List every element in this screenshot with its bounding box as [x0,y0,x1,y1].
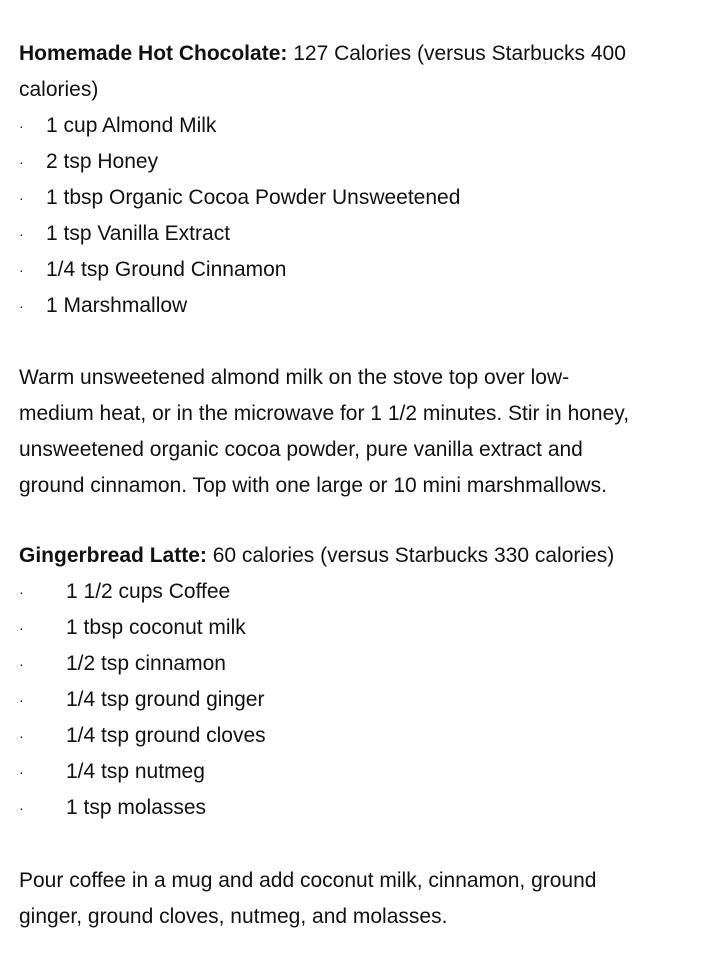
ingredient-text: 1 tbsp Organic Cocoa Powder Unsweetened [46,186,461,209]
gingerbread-latte-title: Gingerbread Latte: [19,544,207,567]
ingredient-text: 1 Marshmallow [46,294,188,317]
ingredient-text: 1 tbsp coconut milk [66,616,246,639]
ingredient-text: 1 tsp molasses [66,796,207,819]
bullet-icon: · [19,154,24,170]
bullet-icon: · [19,226,24,242]
hot-chocolate-summary: 127 Calories (versus Starbucks 400 [293,42,626,65]
ingredient-text: 2 tsp Honey [46,150,159,173]
gingerbread-latte-summary: 60 calories (versus Starbucks 330 calories) [212,544,615,567]
hot-chocolate-instructions [19,360,689,504]
ingredient-text: 1 cup Almond Milk [46,114,217,137]
hot-chocolate-summary-continued: calories) [19,78,99,101]
hot-chocolate-heading [19,36,626,72]
gingerbread-latte-instructions [19,863,689,935]
gingerbread-latte-heading [19,538,614,574]
instruction-line: ground cinnamon. Top with one large or 10 mini marshmallows. [19,474,607,497]
ingredient-text: 1/4 tsp ground ginger [66,688,265,711]
instruction-line: Pour coffee in a mug and add coconut milk, cinnamon, ground [19,869,597,892]
bullet-icon: · [19,656,24,672]
bullet-icon: · [19,764,24,780]
bullet-icon: · [19,262,24,278]
instruction-line: Warm unsweetened almond milk on the stove top over low- [19,366,570,389]
instruction-line: medium heat, or in the microwave for 1 1/2 minutes. Stir in honey, [19,402,630,425]
ingredient-text: 1/4 tsp Ground Cinnamon [46,258,287,281]
ingredient-text: 1/4 tsp nutmeg [66,760,205,783]
bullet-icon: · [19,118,24,134]
ingredient-text: 1 tsp Vanilla Extract [46,222,231,245]
ingredient-text: 1/4 tsp ground cloves [66,724,266,747]
ingredient-text: 1/2 tsp cinnamon [66,652,226,675]
bullet-icon: · [19,800,24,816]
instruction-line: unsweetened organic cocoa powder, pure vanilla extract and [19,438,583,461]
bullet-icon: · [19,620,24,636]
hot-chocolate-title: Homemade Hot Chocolate: [19,42,288,65]
bullet-icon: · [19,190,24,206]
ingredient-text: 1 1/2 cups Coffee [66,580,231,603]
bullet-icon: · [19,298,24,314]
bullet-icon: · [19,728,24,744]
bullet-icon: · [19,584,24,600]
bullet-icon: · [19,692,24,708]
instruction-line: ginger, ground cloves, nutmeg, and molasses. [19,905,448,928]
